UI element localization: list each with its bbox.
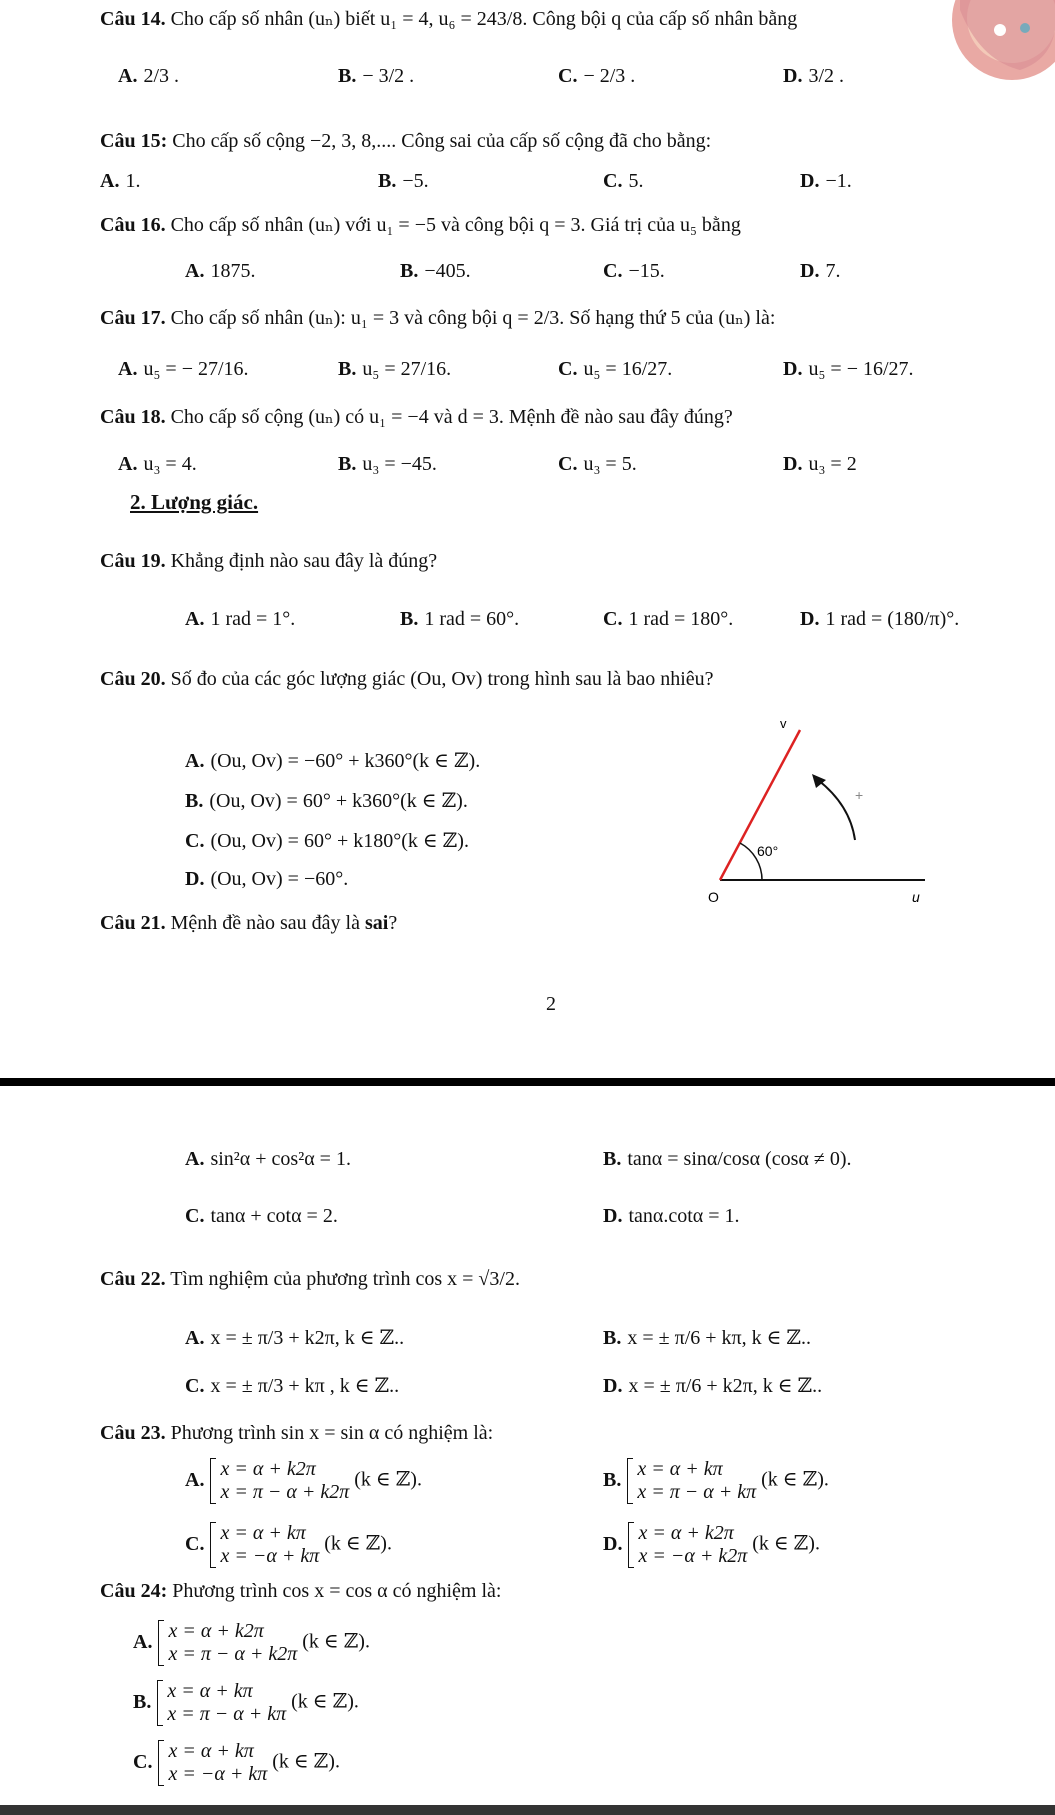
question-20 <box>100 668 714 691</box>
question-18 <box>100 404 733 429</box>
question-23 <box>100 1422 493 1445</box>
q15-option-c[interactable]: C. 5. <box>603 170 644 192</box>
diagram-label-u: u <box>912 889 920 905</box>
q15-option-a[interactable]: A. 1. <box>100 170 141 192</box>
question-text: Tìm nghiệm của phương trình cos x = √3/2. <box>170 1268 520 1290</box>
question-label: Câu 22. <box>100 1268 166 1290</box>
q18-option-c[interactable]: C. u₃ = 5. <box>558 453 637 475</box>
q24-option-a[interactable]: A. x = α + k2π x = π − α + k2π (k ∈ ℤ). <box>133 1620 370 1665</box>
question-label: Câu 17. <box>100 307 166 329</box>
q14-option-d[interactable]: D. 3/2 . <box>783 65 845 87</box>
q16-option-d[interactable]: D. 7. <box>800 260 841 282</box>
q18-option-b[interactable]: B. u₃ = −45. <box>338 453 437 475</box>
q22-option-a[interactable]: A. x = ± π/3 + k2π, k ∈ ℤ.. <box>185 1327 405 1349</box>
question-19 <box>100 550 437 573</box>
q19-option-a[interactable]: A. 1 rad = 1°. <box>185 608 296 630</box>
question-label: Câu 24: <box>100 1580 168 1602</box>
q14-option-a[interactable]: A. 2/3 . <box>118 65 180 87</box>
question-label: Câu 19. <box>100 550 166 572</box>
q18-option-d[interactable]: D. u₃ = 2 <box>783 453 857 475</box>
bottom-bar <box>0 1805 1055 1815</box>
question-text: Cho cấp số cộng −2, 3, 8,.... Công sai của cấp số cộng đã cho bằng: <box>172 130 712 152</box>
anime-avatar-image <box>950 0 1055 80</box>
q22-option-c[interactable]: C. x = ± π/3 + kπ , k ∈ ℤ.. <box>185 1375 400 1397</box>
question-text: Mệnh đề nào sau đây là <box>170 912 360 934</box>
q15-option-b[interactable]: B. −5. <box>378 170 429 192</box>
question-label: Câu 15: <box>100 130 168 152</box>
question-label: Câu 21. <box>100 912 166 934</box>
q14-option-c[interactable]: C. − 2/3 . <box>558 65 636 87</box>
diagram-label-o: O <box>708 889 719 905</box>
q16-option-a[interactable]: A. 1875. <box>185 260 256 282</box>
q22-option-d[interactable]: D. x = ± π/6 + k2π, k ∈ ℤ.. <box>603 1375 823 1397</box>
q14-option-b[interactable]: B. − 3/2 . <box>338 65 415 87</box>
q24-option-b[interactable]: B. x = α + kπ x = π − α + kπ (k ∈ ℤ). <box>133 1680 359 1725</box>
question-emphasis: sai <box>364 912 389 934</box>
q20-option-c[interactable]: C. (Ou, Ov) = 60° + k180°(k ∈ ℤ). <box>185 830 469 852</box>
q21-option-d[interactable]: D. tanα.cotα = 1. <box>603 1205 740 1227</box>
question-label: Câu 16. <box>100 214 166 236</box>
diagram-label-v: v <box>780 716 787 731</box>
question-text: Cho cấp số cộng (uₙ) có u₁ = −4 và d = 3. Mệnh đề nào sau đây đúng? <box>170 406 733 428</box>
question-text: Cho cấp số nhân (uₙ) biết u₁ = 4, u₆ = 243/8. Công bội q của cấp số nhân bằng <box>170 8 798 30</box>
question-text: Cho cấp số nhân (uₙ) với u₁ = −5 và công bội q = 3. Giá trị của u₅ bằng <box>170 214 741 236</box>
question-label: Câu 23. <box>100 1422 166 1444</box>
question-label: Câu 18. <box>100 406 166 428</box>
q23-option-a[interactable]: A. x = α + k2π x = π − α + k2π (k ∈ ℤ). <box>185 1458 422 1503</box>
q20-option-a[interactable]: A. (Ou, Ov) = −60° + k360°(k ∈ ℤ). <box>185 750 481 772</box>
q21-option-c[interactable]: C. tanα + cotα = 2. <box>185 1205 338 1227</box>
question-text: Phương trình cos x = cos α có nghiệm là: <box>172 1580 502 1602</box>
question-17 <box>100 305 775 330</box>
q19-option-b[interactable]: B. 1 rad = 60°. <box>400 608 520 630</box>
q17-option-b[interactable]: B. u₅ = 27/16. <box>338 358 452 380</box>
section-heading: 2. Lượng giác. <box>130 490 259 514</box>
q24-option-c[interactable]: C. x = α + kπ x = −α + kπ (k ∈ ℤ). <box>133 1740 340 1785</box>
page-divider <box>0 1078 1055 1086</box>
angle-diagram <box>700 710 940 910</box>
q18-option-a[interactable]: A. u₃ = 4. <box>118 453 197 475</box>
q22-option-b[interactable]: B. x = ± π/6 + kπ, k ∈ ℤ.. <box>603 1327 812 1349</box>
q17-option-a[interactable]: A. u₅ = − 27/16. <box>118 358 249 380</box>
question-14 <box>100 6 797 31</box>
q20-option-d[interactable]: D. (Ou, Ov) = −60°. <box>185 868 349 890</box>
q23-option-b[interactable]: B. x = α + kπ x = π − α + kπ (k ∈ ℤ). <box>603 1458 829 1503</box>
question-text: Cho cấp số nhân (uₙ): u₁ = 3 và công bội q = 2/3. Số hạng thứ 5 của (uₙ) là: <box>170 307 776 329</box>
q21-option-b[interactable]: B. tanα = sinα/cosα (cosα ≠ 0). <box>603 1148 852 1170</box>
q15-option-d[interactable]: D. −1. <box>800 170 852 192</box>
diagram-plus-label: + <box>855 787 864 803</box>
question-label: Câu 20. <box>100 668 166 690</box>
q16-option-c[interactable]: C. −15. <box>603 260 665 282</box>
question-label: Câu 14. <box>100 8 166 30</box>
question-text: Phương trình sin x = sin α có nghiệm là: <box>170 1422 494 1444</box>
q16-option-b[interactable]: B. −405. <box>400 260 471 282</box>
question-16 <box>100 212 741 237</box>
question-text: Số đo của các góc lượng giác (Ou, Ov) trong hình sau là bao nhiêu? <box>170 668 714 690</box>
question-22 <box>100 1268 520 1291</box>
question-15 <box>100 130 711 153</box>
q21-option-a[interactable]: A. sin²α + cos²α = 1. <box>185 1148 351 1170</box>
question-21: Câu 21. Mệnh đề nào sau đây là sai? <box>100 912 398 934</box>
q19-option-c[interactable]: C. 1 rad = 180°. <box>603 608 734 630</box>
q20-option-b[interactable]: B. (Ou, Ov) = 60° + k360°(k ∈ ℤ). <box>185 790 468 812</box>
question-text: Khẳng định nào sau đây là đúng? <box>170 550 438 572</box>
question-24 <box>100 1580 501 1603</box>
q23-option-c[interactable]: C. x = α + kπ x = −α + kπ (k ∈ ℤ). <box>185 1522 392 1567</box>
q17-option-d[interactable]: D. u₅ = − 16/27. <box>783 358 914 380</box>
q23-option-d[interactable]: D. x = α + k2π x = −α + k2π (k ∈ ℤ). <box>603 1522 820 1567</box>
page-number: 2 <box>546 993 556 1015</box>
q19-option-d[interactable]: D. 1 rad = (180/π)°. <box>800 608 960 630</box>
diagram-angle-label: 60° <box>757 843 779 859</box>
q17-option-c[interactable]: C. u₅ = 16/27. <box>558 358 673 380</box>
